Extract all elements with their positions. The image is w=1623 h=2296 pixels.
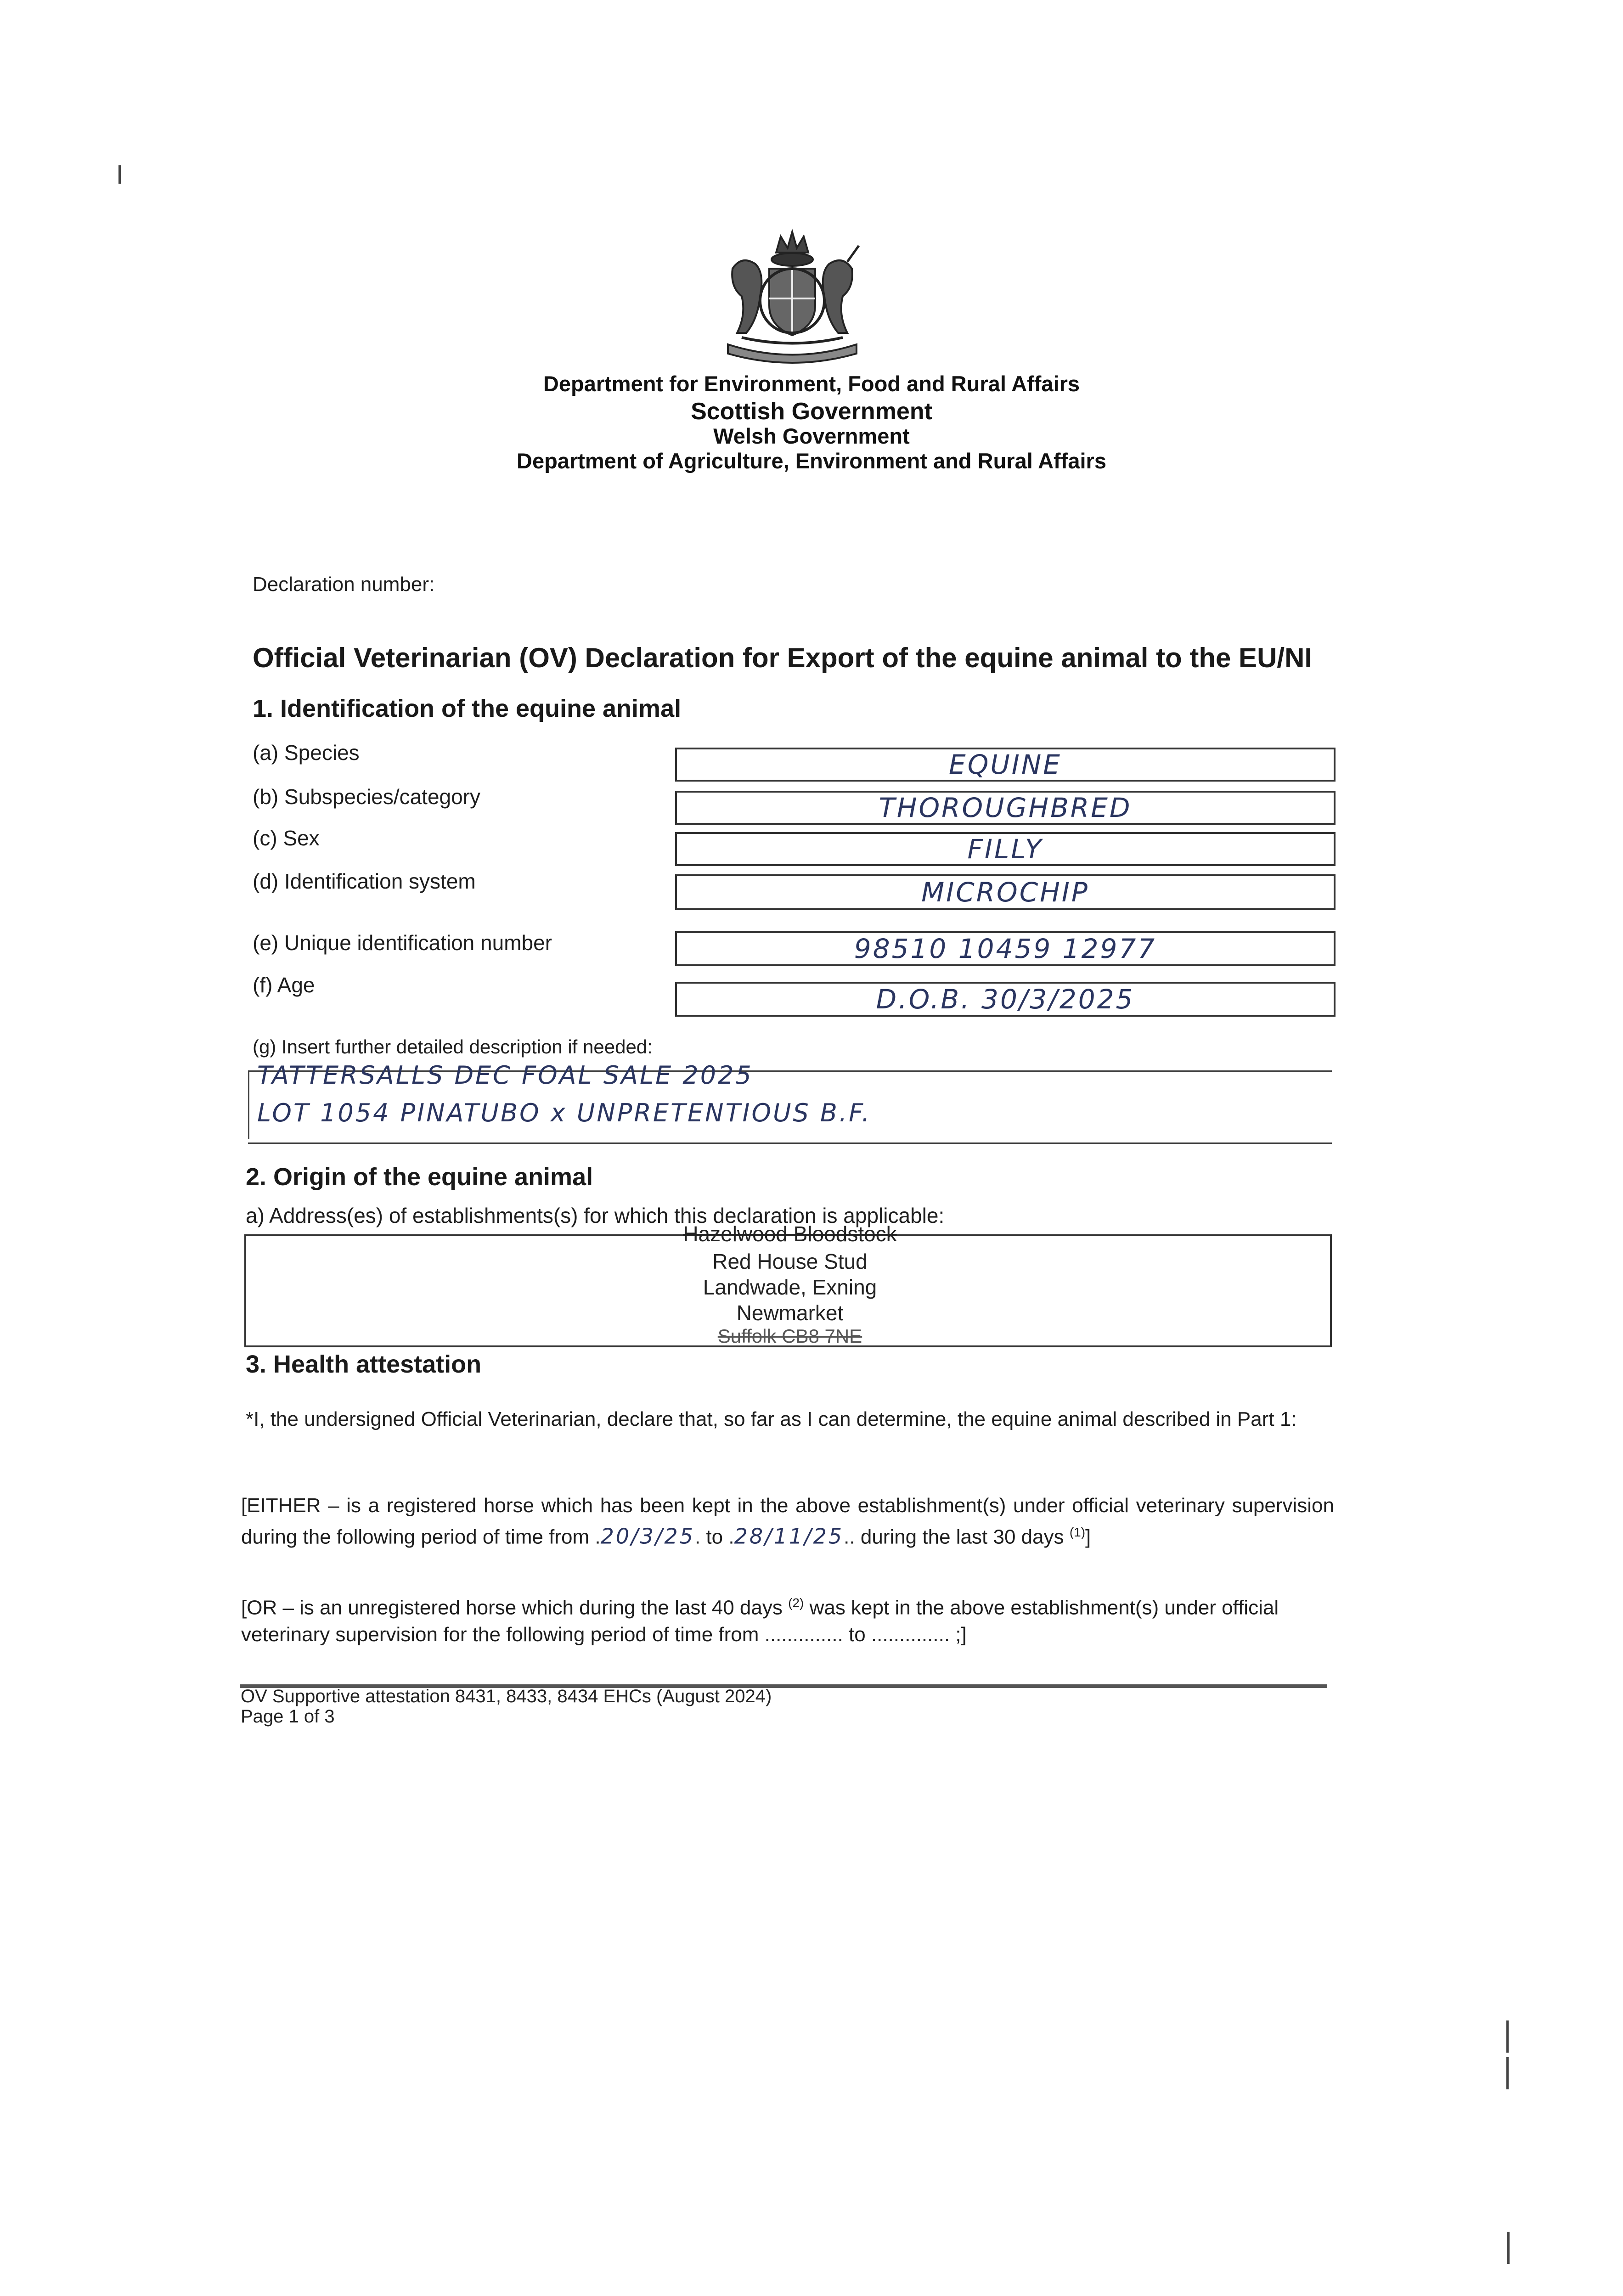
age-label: (f) Age [253, 973, 315, 997]
subspecies-value: THOROUGHBRED [879, 792, 1132, 823]
either-text-b: . to . [694, 1525, 734, 1548]
either-to-date: 28/11/25 [734, 1524, 844, 1549]
unique-id-field [675, 931, 1336, 966]
department-defra: Department for Environment, Food and Rural Affairs [543, 371, 1080, 396]
sex-field [675, 832, 1336, 866]
identification-system-label: (d) Identification system [253, 869, 476, 893]
description-line-1: TATTERSALLS DEC FOAL SALE 2025 [257, 1061, 753, 1090]
unique-id-label: (e) Unique identification number [253, 931, 552, 955]
crest-graphic [714, 227, 870, 365]
scan-mark [1506, 2057, 1509, 2089]
subspecies-label: (b) Subspecies/category [253, 785, 481, 809]
either-text-a: [EITHER – is a registered horse which has been kept in the above establishment(s) under official veterinary supervision during the following period of time from . [241, 1494, 1334, 1548]
description-left-rule [248, 1070, 249, 1139]
address-line-2: Red House Stud [712, 1249, 868, 1273]
scan-mark [1506, 2020, 1509, 2053]
department-scottish-government: Scottish Government [691, 398, 932, 425]
identification-system-field [675, 874, 1336, 910]
either-text-c: .. during the last 30 days [844, 1525, 1064, 1548]
identification-system-value: MICROCHIP [921, 877, 1089, 908]
address-line-4: Newmarket [736, 1301, 844, 1325]
either-clause [241, 1492, 1334, 1551]
address-line-5: Suffolk CB8 7NE [717, 1325, 862, 1347]
sex-value: FILLY [967, 833, 1043, 865]
department-daera: Department of Agriculture, Environment and Rural Affairs [517, 449, 1106, 473]
description-bottom-rule [248, 1142, 1332, 1144]
either-from-date: 20/3/25 [600, 1524, 695, 1549]
species-field [675, 748, 1336, 782]
description-label: (g) Insert further detailed description if needed: [253, 1036, 653, 1058]
address-line-1: Hazelwood Bloodstock [683, 1222, 897, 1246]
sex-label: (c) Sex [253, 826, 320, 850]
subspecies-field [675, 791, 1336, 825]
address-line-3: Landwade, Exning [703, 1275, 877, 1299]
footer-page-number: Page 1 of 3 [241, 1706, 335, 1727]
section1-heading: 1. Identification of the equine animal [253, 695, 682, 722]
unique-id-value: 98510 10459 12977 [854, 933, 1157, 964]
or-text-a: [OR – is an unregistered horse which during the last 40 days [241, 1596, 783, 1619]
age-value: D.O.B. 30/3/2025 [876, 984, 1135, 1015]
description-line-2: LOT 1054 PINATUBO x UNPRETENTIOUS B.F. [257, 1098, 872, 1127]
royal-coat-of-arms-icon [714, 227, 870, 365]
or-clause [241, 1590, 1334, 1648]
health-intro: *I, the undersigned Official Veterinarian, declare that, so far as I can determine, the equine animal described in Part 1: [246, 1408, 1297, 1430]
species-value: EQUINE [949, 749, 1062, 780]
or-text-b: was kept in the above establishment(s) under official veterinary supervision for the following period of time from .............. to .............. ;] [241, 1596, 1279, 1646]
address-label: a) Address(es) of establishments(s) for which this declaration is applicable: [246, 1204, 945, 1227]
section3-heading: 3. Health attestation [246, 1351, 482, 1378]
scan-mark [118, 165, 121, 184]
section2-heading: 2. Origin of the equine animal [246, 1163, 593, 1191]
either-text-end: ] [1085, 1525, 1091, 1548]
scan-mark [1507, 2232, 1510, 2264]
page-title: Official Veterinarian (OV) Declaration for Export of the equine animal to the EU/NI [253, 642, 1313, 673]
department-welsh-government: Welsh Government [713, 424, 910, 448]
age-field [675, 982, 1336, 1017]
footer-attestation: OV Supportive attestation 8431, 8433, 8434 EHCs (August 2024) [241, 1686, 772, 1706]
declaration-number-label: Declaration number: [253, 573, 435, 596]
either-footnote-ref: (1) [1069, 1525, 1086, 1539]
species-label: (a) Species [253, 741, 360, 765]
or-footnote-ref: (2) [788, 1596, 804, 1610]
